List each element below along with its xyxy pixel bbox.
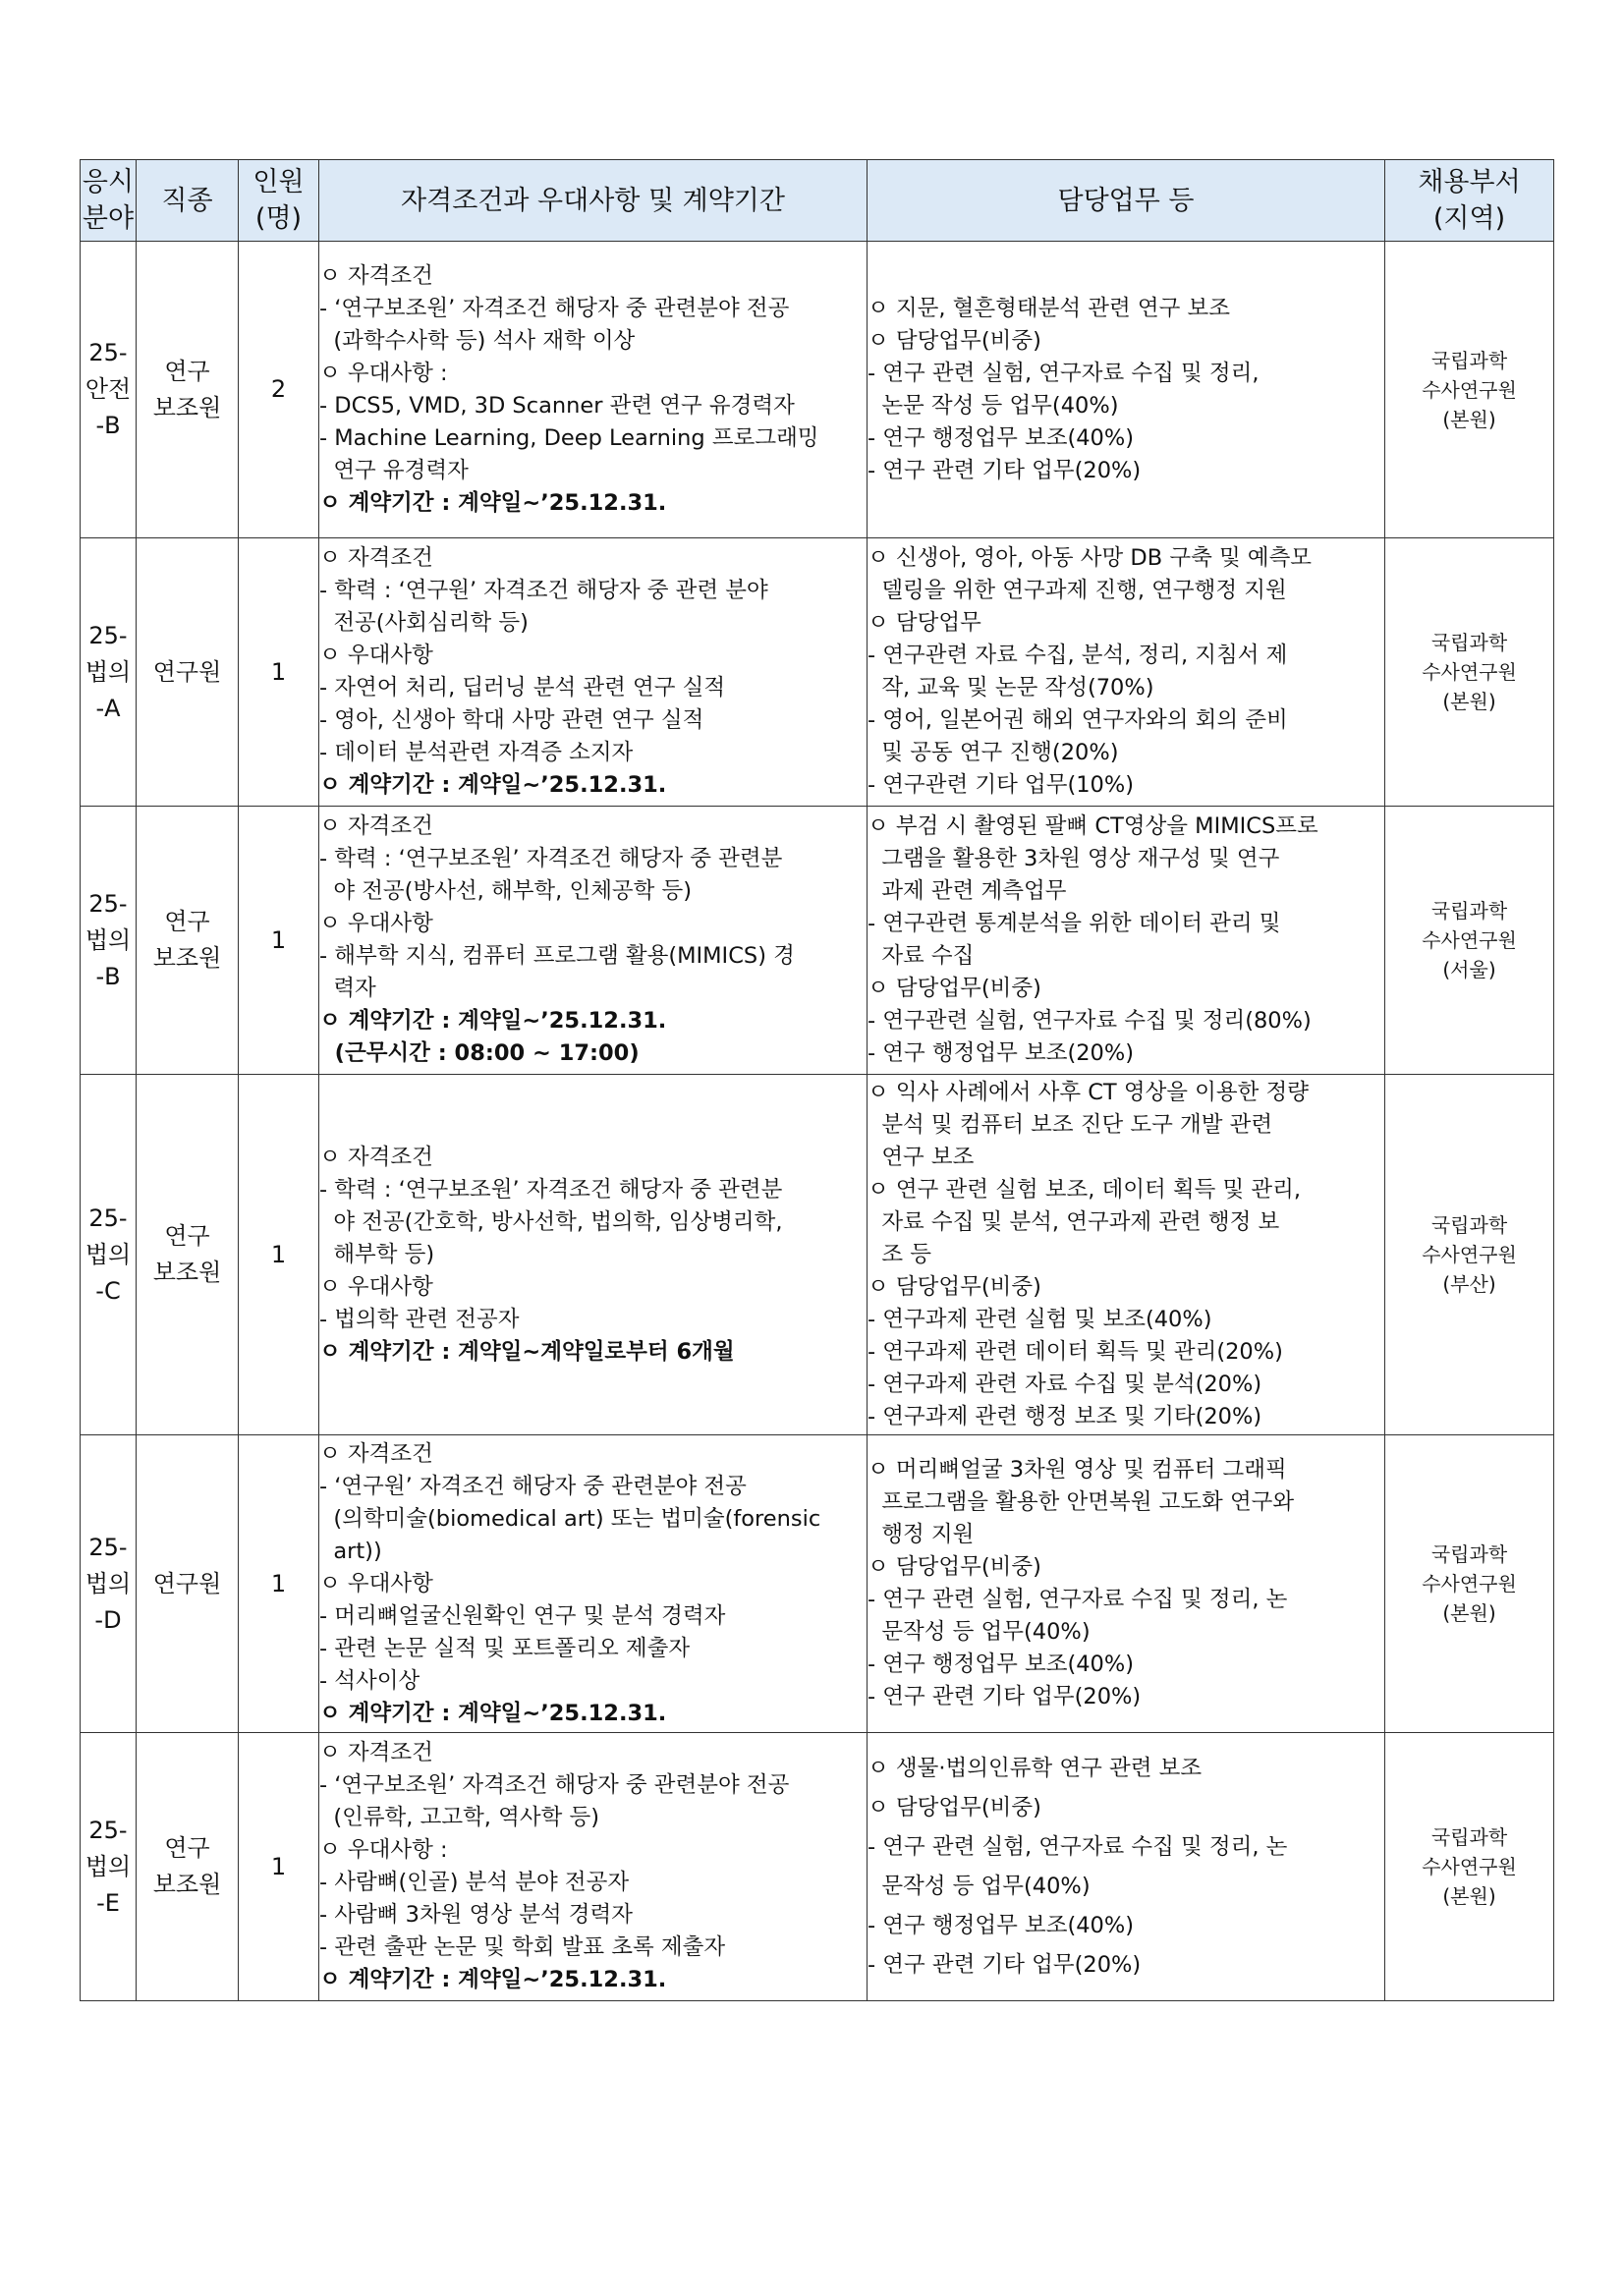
qualification-line: ㅇ 계약기간 : 계약일~’25.12.31. (319, 1967, 667, 1992)
cell-qualification (319, 807, 868, 1075)
header-department: 채용부서 (지역) (1385, 160, 1554, 242)
duty-line: ㅇ 담당업무(비중) (868, 1554, 1041, 1580)
cell-duty (868, 1075, 1385, 1435)
duty-line: 프로그램을 활용한 안면복원 고도화 연구와 (868, 1489, 1295, 1515)
cell-count: 1 (239, 538, 319, 807)
cell-duty (868, 1435, 1385, 1733)
duty-line: - 연구과제 관련 행정 보조 및 기타(20%) (868, 1403, 1262, 1429)
duty-line: - 연구 관련 기타 업무(20%) (868, 1952, 1142, 1978)
cell-job: 연구원 (137, 538, 239, 807)
duty-line: ㅇ 생물·법의인류학 연구 관련 보조 (868, 1756, 1203, 1781)
duty-line: ㅇ 연구 관련 실험 보조, 데이터 획득 및 관리, (868, 1176, 1302, 1203)
qualification-line: - Machine Learning, Deep Learning 프로그래밍 (319, 424, 819, 451)
duty-line: ㅇ 머리뼈얼굴 3차원 영상 및 컴퓨터 그래픽 (868, 1457, 1287, 1483)
duty-line: - 연구 행정업무 보조(40%) (868, 1652, 1135, 1677)
duty-line: ㅇ 부검 시 촬영된 팔뼈 CT영상을 MIMICS프로 (868, 813, 1318, 839)
qualification-line: (과학수사학 등) 석사 재학 이상 (319, 327, 636, 354)
duty-line: 문작성 등 업무(40%) (868, 1619, 1091, 1645)
header-row (81, 160, 1554, 242)
duty-line: - 연구 행정업무 보조(40%) (868, 1913, 1135, 1938)
duty-line: - 연구관련 자료 수집, 분석, 정리, 지침서 제 (868, 643, 1288, 668)
cell-department: 국립과학 수사연구원 (본원) (1385, 1733, 1554, 2001)
qualification-line: - 머리뼈얼굴신원확인 연구 및 분석 경력자 (319, 1602, 726, 1629)
duty-line: 작, 교육 및 논문 작성(70%) (868, 675, 1154, 700)
qualification-line: ㅇ 자격조건 (319, 1740, 433, 1765)
duty-line: - 연구 관련 기타 업무(20%) (868, 1684, 1142, 1709)
qualification-line: art)) (319, 1538, 382, 1564)
qualification-line: - ‘연구보조원’ 자격조건 해당자 중 관련분야 전공 (319, 1772, 790, 1798)
cell-field: 25- 안전 -B (81, 242, 137, 538)
duty-line: 과제 관련 계측업무 (868, 878, 1067, 904)
qualification-line: ㅇ 우대사항 : (319, 1837, 448, 1863)
qualification-line: - DCS5, VMD, 3D Scanner 관련 연구 유경력자 (319, 392, 795, 419)
header-job: 직종 (137, 160, 239, 242)
cell-field: 25- 법의 -E (81, 1733, 137, 2001)
qualification-line: (의학미술(biomedical art) 또는 법미술(forensic (319, 1505, 821, 1532)
cell-duty (868, 242, 1385, 538)
qualification-line: ㅇ 계약기간 : 계약일~계약일로부터 6개월 (319, 1338, 735, 1365)
duty-line: 자료 수집 (868, 943, 975, 969)
duty-line: - 연구관련 통계분석을 위한 데이터 관리 및 (868, 911, 1281, 936)
cell-count: 1 (239, 1435, 319, 1733)
qualification-line: 력자 (319, 976, 376, 1001)
table-row (81, 1733, 1554, 2001)
table-row (81, 1435, 1554, 1733)
cell-job: 연구 보조원 (137, 807, 239, 1075)
cell-job: 연구원 (137, 1435, 239, 1733)
cell-job: 연구 보조원 (137, 242, 239, 538)
duty-line: 문작성 등 업무(40%) (868, 1874, 1091, 1899)
qualification-line: ㅇ 우대사항 (319, 1273, 433, 1300)
recruitment-table (80, 159, 1554, 2001)
qualification-line: 해부학 등) (319, 1241, 435, 1267)
header-field: 응시 분야 (81, 160, 137, 242)
recruitment-table-page (80, 159, 1553, 2001)
cell-count: 1 (239, 1075, 319, 1435)
duty-line: - 연구관련 기타 업무(10%) (868, 772, 1135, 798)
duty-line: 조 등 (868, 1241, 931, 1267)
qualification-line: 야 전공(간호학, 방사선학, 법의학, 임상병리학, (319, 1208, 783, 1235)
qualification-line: - 데이터 분석관련 자격증 소지자 (319, 740, 634, 765)
duty-line: 행정 지원 (868, 1522, 975, 1547)
cell-department: 국립과학 수사연구원 (부산) (1385, 1075, 1554, 1435)
qualification-line: - 관련 논문 실적 및 포트폴리오 제출자 (319, 1635, 691, 1661)
cell-department: 국립과학 수사연구원 (본원) (1385, 538, 1554, 807)
duty-line: 논문 작성 등 업무(40%) (868, 392, 1119, 419)
header-count: 인원 (명) (239, 160, 319, 242)
qualification-line: ㅇ 계약기간 : 계약일~’25.12.31. (319, 1008, 667, 1034)
qualification-line: - 관련 출판 논문 및 학회 발표 초록 제출자 (319, 1934, 726, 1960)
qualification-line: ㅇ 자격조건 (319, 262, 433, 289)
qualification-line: ㅇ 자격조건 (319, 1440, 433, 1467)
cell-duty (868, 1733, 1385, 2001)
cell-qualification (319, 1075, 868, 1435)
duty-line: ㅇ 담당업무(비중) (868, 1273, 1041, 1300)
qualification-line: ㅇ 우대사항 (319, 911, 433, 936)
qualification-line: - 학력 : ‘연구보조원’ 자격조건 해당자 중 관련분 (319, 1176, 783, 1203)
qualification-line: - 학력 : ‘연구보조원’ 자격조건 해당자 중 관련분 (319, 846, 783, 871)
cell-field: 25- 법의 -D (81, 1435, 137, 1733)
qualification-line: - 해부학 지식, 컴퓨터 프로그램 활용(MIMICS) 경 (319, 943, 795, 969)
header-duty: 담당업무 등 (868, 160, 1385, 242)
qualification-line: 전공(사회심리학 등) (319, 610, 529, 636)
qualification-line: - 석사이상 (319, 1667, 420, 1694)
qualification-line: ㅇ 계약기간 : 계약일~’25.12.31. (319, 1700, 667, 1726)
qualification-line: ㅇ 우대사항 (319, 1570, 433, 1596)
cell-count: 2 (239, 242, 319, 538)
cell-field: 25- 법의 -C (81, 1075, 137, 1435)
qualification-line: ㅇ 우대사항 (319, 643, 433, 668)
cell-duty (868, 538, 1385, 807)
qualification-line: - 사람뼈(인골) 분석 분야 전공자 (319, 1870, 630, 1895)
cell-duty (868, 807, 1385, 1075)
qualification-line: - 영아, 신생아 학대 사망 관련 연구 실적 (319, 707, 704, 733)
duty-line: 분석 및 컴퓨터 보조 진단 도구 개발 관련 (868, 1111, 1273, 1138)
duty-line: 그램을 활용한 3차원 영상 재구성 및 연구 (868, 846, 1280, 871)
cell-count: 1 (239, 1733, 319, 2001)
duty-line: 델링을 위한 연구과제 진행, 연구행정 지원 (868, 578, 1287, 603)
qualification-line: ㅇ 자격조건 (319, 545, 433, 571)
duty-line: - 연구 관련 실험, 연구자료 수집 및 정리, 논 (868, 1834, 1288, 1860)
cell-qualification (319, 242, 868, 538)
cell-qualification (319, 538, 868, 807)
table-row (81, 242, 1554, 538)
duty-line: ㅇ 담당업무(비중) (868, 1795, 1041, 1820)
cell-field: 25- 법의 -A (81, 538, 137, 807)
duty-line: 및 공동 연구 진행(20%) (868, 740, 1119, 765)
duty-line: - 연구과제 관련 데이터 획득 및 관리(20%) (868, 1338, 1283, 1365)
cell-job: 연구 보조원 (137, 1733, 239, 2001)
duty-line: ㅇ 지문, 혈흔형태분석 관련 연구 보조 (868, 295, 1230, 321)
duty-line: - 연구과제 관련 실험 및 보조(40%) (868, 1306, 1212, 1332)
cell-field: 25- 법의 -B (81, 807, 137, 1075)
duty-line: - 연구 관련 실험, 연구자료 수집 및 정리, (868, 360, 1260, 386)
cell-qualification (319, 1733, 868, 2001)
qualification-line: 연구 유경력자 (319, 457, 469, 483)
qualification-line: (근무시간 : 08:00 ~ 17:00) (319, 1040, 640, 1066)
table-row (81, 807, 1554, 1075)
table-row (81, 538, 1554, 807)
qualification-line: - ‘연구보조원’ 자격조건 해당자 중 관련분야 전공 (319, 295, 790, 321)
header-qualification: 자격조건과 우대사항 및 계약기간 (319, 160, 868, 242)
qualification-line: - 학력 : ‘연구원’ 자격조건 해당자 중 관련 분야 (319, 578, 768, 603)
duty-line: - 연구 관련 기타 업무(20%) (868, 457, 1142, 483)
cell-department: 국립과학 수사연구원 (본원) (1385, 242, 1554, 538)
qualification-line: (인류학, 고고학, 역사학 등) (319, 1805, 599, 1830)
duty-line: ㅇ 익사 사례에서 사후 CT 영상을 이용한 정량 (868, 1079, 1310, 1105)
qualification-line: - ‘연구원’ 자격조건 해당자 중 관련분야 전공 (319, 1473, 747, 1499)
qualification-line: ㅇ 자격조건 (319, 1144, 433, 1170)
qualification-line: - 법의학 관련 전공자 (319, 1306, 520, 1332)
duty-line: ㅇ 신생아, 영아, 아동 사망 DB 구축 및 예측모 (868, 545, 1313, 571)
duty-line: - 영어, 일본어권 해외 연구자와의 회의 준비 (868, 707, 1288, 733)
duty-line: ㅇ 담당업무 (868, 610, 981, 636)
cell-job: 연구 보조원 (137, 1075, 239, 1435)
cell-count: 1 (239, 807, 319, 1075)
cell-department: 국립과학 수사연구원 (본원) (1385, 1435, 1554, 1733)
cell-qualification (319, 1435, 868, 1733)
qualification-line: ㅇ 계약기간 : 계약일~’25.12.31. (319, 489, 667, 516)
duty-line: - 연구관련 실험, 연구자료 수집 및 정리(80%) (868, 1008, 1312, 1034)
table-row (81, 1075, 1554, 1435)
qualification-line: ㅇ 계약기간 : 계약일~’25.12.31. (319, 772, 667, 798)
qualification-line: ㅇ 우대사항 : (319, 360, 448, 386)
qualification-line: - 자연어 처리, 딥러닝 분석 관련 연구 실적 (319, 675, 726, 700)
duty-line: ㅇ 담당업무(비중) (868, 976, 1041, 1001)
duty-line: - 연구 행정업무 보조(20%) (868, 1040, 1135, 1066)
duty-line: - 연구 관련 실험, 연구자료 수집 및 정리, 논 (868, 1587, 1288, 1612)
duty-line: ㅇ 담당업무(비중) (868, 327, 1041, 354)
qualification-line: - 사람뼈 3차원 영상 분석 경력자 (319, 1902, 634, 1928)
cell-department: 국립과학 수사연구원 (서울) (1385, 807, 1554, 1075)
duty-line: - 연구과제 관련 자료 수집 및 분석(20%) (868, 1371, 1262, 1397)
duty-line: 연구 보조 (868, 1144, 975, 1170)
qualification-line: ㅇ 자격조건 (319, 813, 433, 839)
duty-line: - 연구 행정업무 보조(40%) (868, 424, 1135, 451)
duty-line: 자료 수집 및 분석, 연구과제 관련 행정 보 (868, 1208, 1280, 1235)
table-body (81, 242, 1554, 2001)
qualification-line: 야 전공(방사선, 해부학, 인체공학 등) (319, 878, 693, 904)
